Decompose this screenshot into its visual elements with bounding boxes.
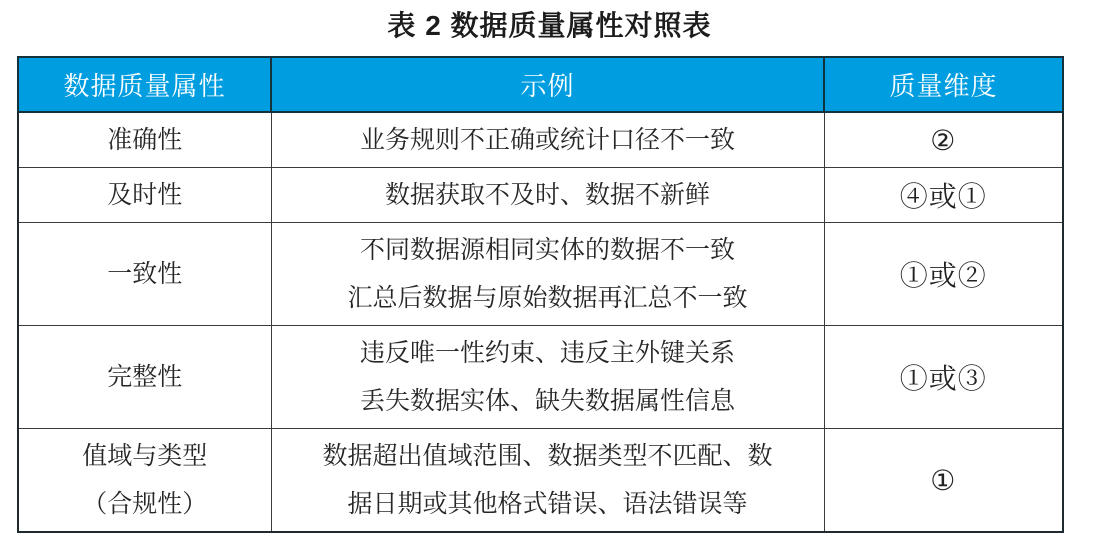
table-row [18,112,1063,168]
example-cell [271,429,824,533]
attribute-cell [18,223,271,326]
attribute-cell [18,112,271,168]
header-cell-dimension: 质量维度 [824,57,1063,112]
example-line: 汇总后数据与原始数据再汇总不一致 [347,284,748,312]
example-cell [271,223,824,326]
dimension-value: ①或② [899,259,987,292]
example-cell [271,168,824,223]
table-row [18,429,1063,533]
example-line: 数据超出值域范围、数据类型不匹配、数 [322,442,773,470]
example-line: 据日期或其他格式错误、语法错误等 [347,490,748,518]
table-header-row [18,57,1063,112]
example-cell [271,326,824,429]
attribute-cell [18,326,271,429]
attribute-line: 值域与类型 [82,442,208,470]
example-line: 丢失数据实体、缺失数据属性信息 [359,387,735,415]
table-caption: 表 2 数据质量属性对照表 [387,10,712,41]
table-row [18,326,1063,429]
attribute-line: 一致性 [107,260,183,288]
attribute-line: 及时性 [107,181,183,209]
data-quality-table [17,56,1064,533]
dimension-cell [824,112,1063,168]
table-row [18,168,1063,223]
header-cell-example: 示例 [271,57,824,112]
dimension-cell [824,168,1063,223]
attribute-line: （合规性） [82,490,208,518]
dimension-cell [824,326,1063,429]
header-cell-attribute: 数据质量属性 [18,57,271,112]
dimension-value: ④或① [899,180,987,213]
attribute-line: 完整性 [107,363,183,391]
attribute-cell [18,429,271,533]
dimension-cell [824,429,1063,533]
example-cell [271,112,824,168]
example-line: 不同数据源相同实体的数据不一致 [359,236,735,264]
dimension-cell [824,223,1063,326]
dimension-value: ①或③ [899,362,987,395]
dimension-value: ① [930,463,957,497]
table-row [18,223,1063,326]
attribute-line: 准确性 [107,126,183,154]
dimension-value: ② [930,123,957,157]
example-line: 违反唯一性约束、违反主外键关系 [359,339,735,367]
example-line: 业务规则不正确或统计口径不一致 [359,126,735,154]
table-body [18,112,1063,532]
attribute-cell [18,168,271,223]
example-line: 数据获取不及时、数据不新鲜 [384,181,710,209]
